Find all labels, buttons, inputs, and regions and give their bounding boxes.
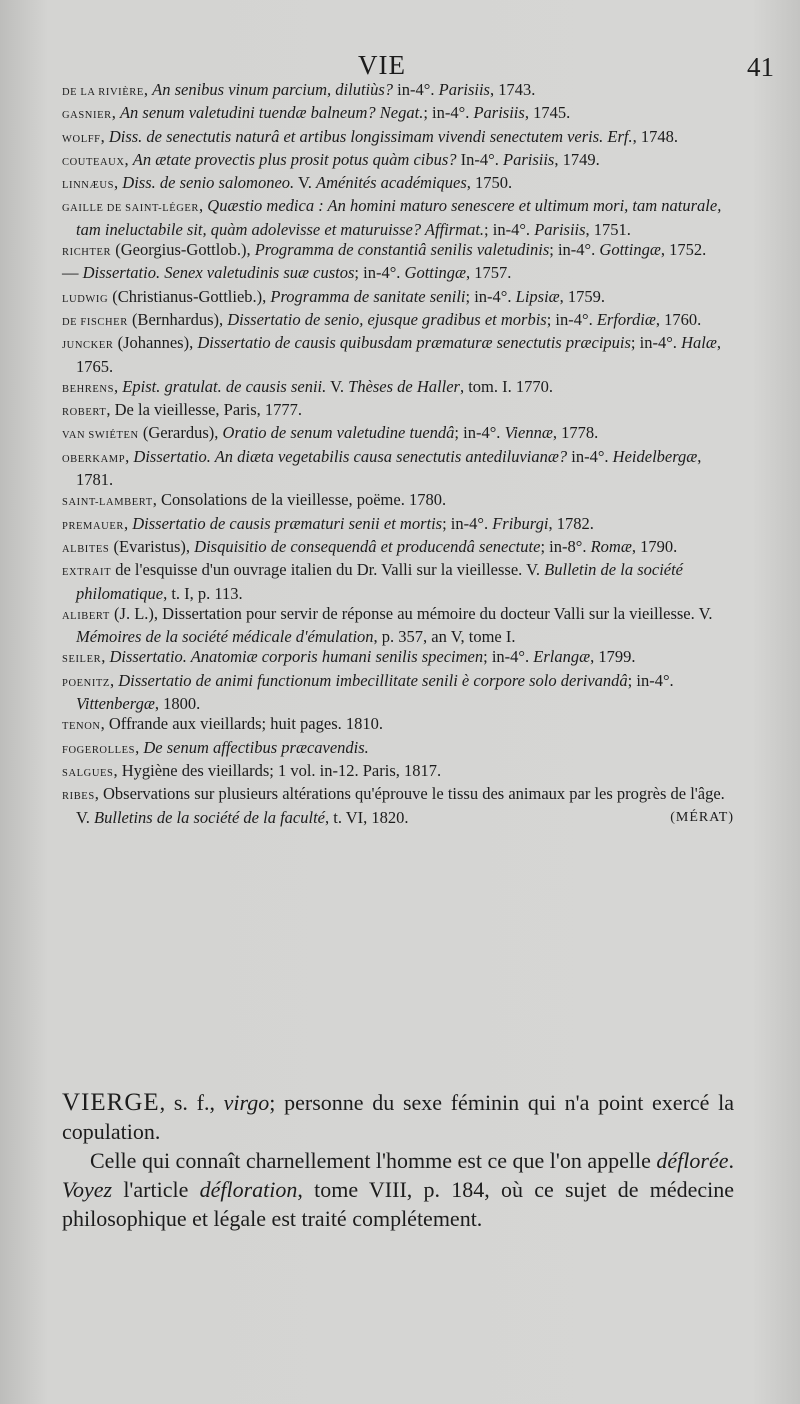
entry-text: (Gerardus), (138, 423, 223, 443)
latin-term: virgo (223, 1090, 270, 1115)
bibliography-entry (62, 423, 734, 446)
entry-text: , 1782. (548, 513, 594, 533)
entry-text: (J. L.), (109, 603, 163, 623)
author-name: LUDWIG (62, 293, 109, 305)
entry-text: , (125, 446, 134, 466)
entry-text: , 1752. (660, 240, 707, 260)
entry-text: Offrande aux vieillards; huit pages. 1810. (108, 714, 383, 734)
entry-text: , 1749. (554, 149, 600, 169)
author-name: TENON (62, 721, 101, 733)
article-text: Celle qui connaît charnellement l'homme est ce que l'on appelle (90, 1148, 657, 1173)
bibliography-entry (62, 333, 734, 377)
author-name: JUNCKER (62, 340, 114, 352)
entry-text: , (135, 737, 144, 757)
entry-title: Epist. gratulat. de causis senii. (122, 376, 327, 396)
article-term: déflorée (656, 1148, 729, 1173)
entry-text: , (114, 173, 123, 193)
article-vierge (62, 1088, 734, 1233)
entry-text: , 1743. (489, 80, 536, 99)
bibliography-entry (62, 377, 734, 400)
entry-title: Programma de constantiâ senilis valetudinis (254, 240, 550, 260)
entry-place: Parisiis (534, 219, 586, 239)
bibliography-entry (62, 150, 734, 173)
entry-place: Vittenbergæ (76, 694, 155, 714)
entry-place: Gottingæ (599, 240, 661, 260)
author-name: RICHTER (62, 247, 112, 259)
entry-title: Dissertatio. An diæta vegetabilis causa senectutis antediluvianæ? (133, 446, 568, 466)
entry-title: Dissertatio. Senex valetudinis suæ custos (82, 263, 355, 283)
grammar-label: , s. f., (159, 1090, 224, 1115)
entry-text: , 1778. (552, 423, 599, 443)
author-name: SALGUES (62, 767, 114, 779)
entry-place: Romæ (590, 536, 632, 556)
headword: VIERGE (62, 1089, 160, 1116)
entry-text: In-4°. (456, 149, 503, 169)
bibliography-entry (62, 490, 734, 513)
entry-text: ; in-4°. (549, 240, 600, 260)
entry-text: Observations sur plusieurs altérations qu'éprouve le tissu des animaux par les progrès de l'âge. V. (76, 784, 725, 827)
entry-place: Lipsiæ (515, 286, 560, 306)
entry-title: Oratio de senum valetudine tuendâ (222, 423, 455, 443)
bibliography-entry (62, 173, 734, 196)
author-signature: (MÉRAT) (670, 809, 734, 825)
entry-text: , (152, 490, 162, 510)
author-name: ALBITES (62, 543, 110, 555)
bibliography-entry (62, 671, 734, 715)
author-name: DE LA RIVIÈRE (62, 87, 144, 98)
bibliography-entry (62, 647, 734, 670)
entry-place: Gottingæ (404, 263, 466, 283)
entry-title: Diss. de senectutis naturâ et artibus longissimam vivendi senectutem veris. Erf. (108, 126, 633, 146)
definition-text: ; personne du sexe féminin qui n'a point exercé la copulation. (62, 1090, 735, 1144)
article-paragraph (62, 1146, 734, 1233)
entry-text: ; in-4°. (465, 286, 516, 306)
bibliography-entry (62, 103, 734, 126)
entry-text: , 1757. (465, 263, 512, 283)
entry-text: , (100, 126, 109, 146)
entry-text: , 1765. (76, 333, 721, 376)
entry-text: (Georgius-Gottlob.), (111, 240, 255, 260)
entry-text: (Johannes), (113, 333, 198, 353)
entry-title: Quæstio medica : An homini maturo senescere et ultimum mori, tam naturale, tam ineluctabile sit, quàm adolevisse et maturuisse? Affirmat. (76, 196, 722, 239)
entry-text: Consolations de la vieillesse, poëme. 1780. (161, 490, 447, 510)
entry-place: Bulletins de la société de la faculté (94, 807, 325, 827)
entry-title: An ætate provectis plus prosit potus quàm cibus? (132, 149, 457, 169)
entry-title: An senum valetudini tuendæ balneum? Negat. (119, 103, 424, 123)
author-name: ROBERT (62, 407, 107, 419)
cross-reference-label: Voyez (62, 1177, 113, 1202)
author-name: FOGEROLLES (62, 744, 136, 756)
entry-text: de l'esquisse d'un ouvrage italien du Dr. Valli sur la vieillesse. V. (115, 560, 545, 580)
entry-text: ; in-4°. (630, 333, 682, 353)
entry-text: , tom. I. 1770. (459, 376, 554, 396)
article-definition (62, 1088, 734, 1146)
entry-text: (Evaristus), (109, 536, 195, 556)
entry-text: ; in-4°. (423, 103, 474, 123)
entry-text: , p. 357, an V, tome I. (373, 627, 516, 647)
page-number: 41 (747, 52, 774, 82)
entry-title: Dissertatio. Anatomiæ corporis humani senilis specimen (109, 647, 484, 667)
entry-text: ; in-4°. (354, 263, 405, 283)
author-name: LINNÆUS (62, 180, 115, 192)
entry-title: Diss. de senio salomoneo. (122, 173, 295, 193)
entry-text: De la vieillesse, Paris, 1777. (114, 400, 303, 420)
bibliography-entry (62, 240, 734, 263)
entry-text: ; in-8°. (540, 536, 591, 556)
entry-text: , 1759. (559, 286, 606, 306)
entry-text: Dissertation pour servir de réponse au mémoire du docteur Valli sur la vieillesse. V. (162, 603, 713, 623)
entry-text: Hygiène des vieillards; 1 vol. in-12. Paris, 1817. (121, 760, 442, 780)
entry-text: , 1745. (524, 103, 571, 123)
author-name: COUTEAUX (62, 156, 125, 168)
article-text: . (728, 1148, 734, 1173)
author-name: GASNIER (62, 110, 112, 122)
author-name: RIBES (62, 791, 95, 803)
entry-text: , t. VI, 1820. (324, 807, 409, 827)
entry-text: ; in-4°. (627, 670, 674, 690)
entry-text: in-4°. (393, 80, 439, 99)
bibliography-entry (62, 310, 734, 333)
author-name: OBERKAMP (62, 453, 126, 465)
entry-text: , t. I, p. 113. (163, 583, 243, 603)
entry-text: , (94, 784, 104, 804)
entry-text: ; in-4°. (454, 423, 505, 443)
entry-title: Dissertatio de causis quibusdam præmaturæ senectutis præcipuis (197, 333, 631, 353)
entry-place: Parisiis (438, 80, 490, 99)
entry-text: ; in-4°. (442, 513, 493, 533)
entry-place: Friburgi (492, 513, 549, 533)
entry-text: , (111, 103, 120, 123)
entry-place: Erlangæ (533, 647, 591, 667)
entry-place: Erfordiæ (596, 309, 656, 329)
author-name: SEILER (62, 654, 102, 666)
entry-text: (Christianus-Gottlieb.), (108, 286, 271, 306)
entry-text: ; in-4°. (484, 219, 535, 239)
entry-text: ; in-4°. (546, 309, 597, 329)
entry-text: , (100, 714, 109, 734)
running-title: VIE (358, 50, 406, 80)
entry-title: Programma de sanitate senili (270, 286, 466, 306)
entry-text: , (113, 760, 122, 780)
author-name: GAILLE DE SAINT-LÉGER (62, 203, 200, 215)
article-text: , tome VIII, p. 184, où ce sujet de médecine philosophique et légale est traité complétement. (62, 1177, 734, 1231)
author-name: EXTRAIT (62, 567, 112, 579)
entry-text: — (62, 263, 83, 283)
entry-place: Viennæ (504, 423, 553, 443)
bibliography-entry (62, 560, 734, 604)
entry-text: in-4°. (567, 446, 613, 466)
entry-text: , (114, 376, 123, 396)
bibliography-list (62, 80, 734, 828)
entry-text: V. (294, 173, 317, 193)
entry-text: V. (326, 376, 349, 396)
entry-text: , (199, 196, 208, 216)
entry-text: , (109, 670, 119, 690)
bibliography-entry (62, 738, 734, 761)
author-name: PREMAUER (62, 520, 124, 532)
bibliography-entry (62, 287, 734, 310)
entry-text: , 1790. (631, 536, 678, 556)
entry-title: Dissertatio de animi functionum imbecillitate senili è corpore solo derivandâ (118, 670, 628, 690)
bibliography-entry (62, 604, 734, 648)
author-name: DE FISCHER (62, 316, 128, 328)
bibliography-entry (62, 514, 734, 537)
entry-title: Dissertatio de senio, ejusque gradibus et morbis (227, 309, 547, 329)
entry-title: An senibus vinum parcium, dilutiùs? (152, 80, 394, 99)
entry-place: Thèses de Haller (348, 376, 460, 396)
cross-reference-term: défloration (199, 1177, 298, 1202)
bibliography-entry (62, 400, 734, 423)
entry-text: , 1750. (466, 173, 513, 193)
entry-text: , 1800. (154, 694, 201, 714)
author-name: WOLFF (62, 133, 101, 145)
author-name: SAINT-LAMBERT (62, 497, 153, 509)
bibliography-entry (62, 761, 734, 784)
entry-text: , (143, 80, 153, 99)
author-name: BEHRENS (62, 383, 115, 395)
entry-text: , (101, 647, 110, 667)
entry-place: Parisiis (503, 149, 555, 169)
author-name: POENITZ (62, 677, 110, 689)
entry-title: Disquisitio de consequendâ et producendâ senectute (194, 536, 541, 556)
entry-text: , (123, 513, 133, 533)
entry-place: Parisiis (473, 103, 525, 123)
entry-text: , (106, 400, 115, 420)
bibliography-entry (62, 714, 734, 737)
bibliography-entry (62, 537, 734, 560)
entry-text: ; in-4°. (483, 647, 534, 667)
entry-place: Halæ (681, 333, 717, 353)
entry-title: De senum affectibus præcavendis. (143, 737, 369, 757)
bibliography-entry (62, 263, 734, 286)
author-name: ALIBERT (62, 610, 110, 622)
author-name: VAN SWIÉTEN (62, 430, 139, 442)
bibliography-entry (62, 127, 734, 150)
entry-text: , 1751. (585, 219, 631, 239)
bibliography-entry (62, 447, 734, 491)
entry-title: Dissertatio de causis præmaturi senii et mortis (132, 513, 443, 533)
entry-place: Aménités académiques (316, 173, 467, 193)
entry-text: (Bernhardus), (127, 309, 228, 329)
entry-place: Heidelbergæ (612, 446, 698, 466)
bibliography-entry (62, 196, 734, 240)
entry-text: , 1781. (76, 446, 702, 490)
entry-text: , (124, 149, 133, 169)
bibliography-entry (62, 80, 734, 103)
article-text: l'article (112, 1177, 200, 1202)
entry-text: , 1760. (655, 309, 702, 329)
entry-place: Bulletin de la société philomatique (76, 560, 684, 603)
entry-text: , 1799. (590, 647, 636, 667)
entry-text: , 1748. (632, 126, 679, 146)
entry-place: Mémoires de la société médicale d'émulation (76, 627, 374, 647)
